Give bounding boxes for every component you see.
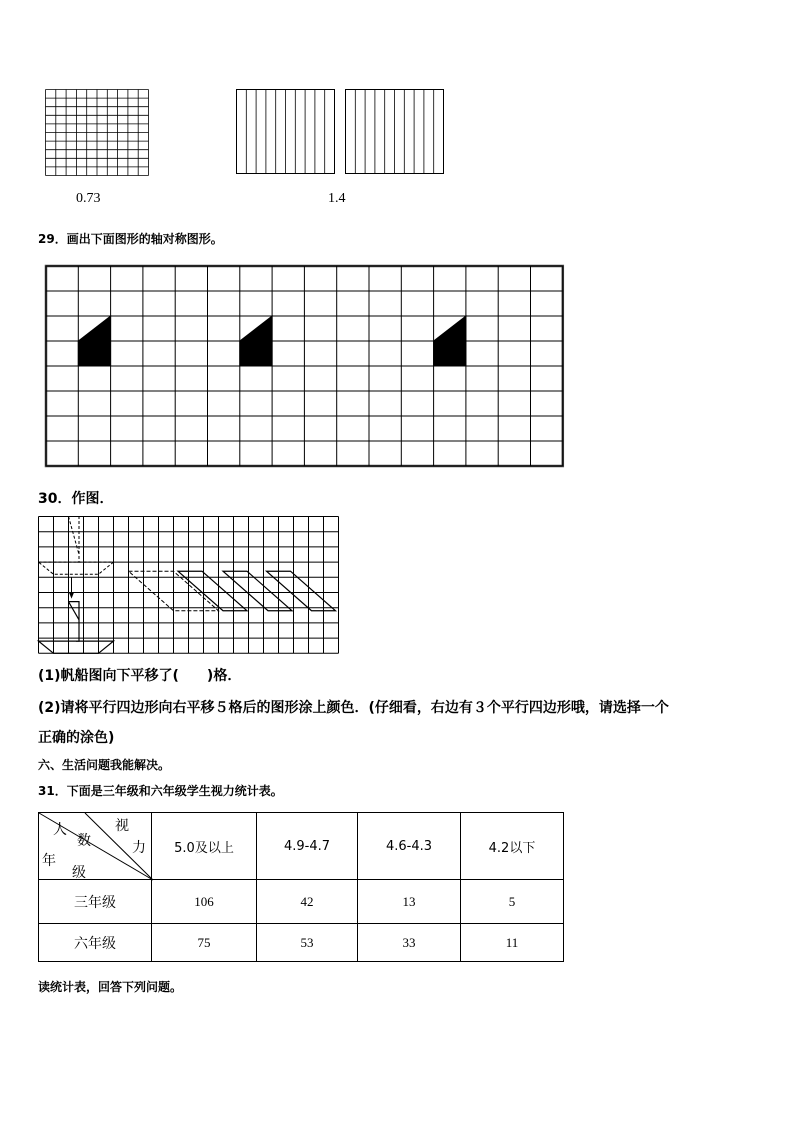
shape-to-reflect (240, 316, 272, 366)
column-header: 4.9-4.7 (257, 813, 358, 880)
grade-cell: 三年级 (39, 880, 152, 924)
header-shu: 数 (77, 833, 91, 849)
tenths-strip-2 (345, 89, 445, 175)
column-header: 4.6-4.3 (358, 813, 461, 880)
translation-grid (38, 516, 340, 654)
q31-prompt: 31．下面是三年级和六年级学生视力统计表。 (38, 784, 283, 798)
header-ji: 级 (72, 865, 86, 881)
arrow-head (69, 593, 74, 599)
q30-title: 30．作图． (38, 491, 114, 507)
header-li: 力 (132, 840, 146, 856)
header-shi: 视 (115, 818, 129, 834)
read-table-prompt: 读统计表，回答下列问题。 (38, 980, 183, 994)
tenths-strip-1 (236, 89, 336, 175)
dashed-sail (69, 517, 80, 555)
table-header-corner (39, 813, 152, 880)
q30-part1: (1)帆船图向下平移了( )格． (38, 668, 242, 684)
decimal-label-a: 0.73 (76, 191, 101, 206)
table-row (39, 924, 564, 962)
q30-part2-line2: 正确的涂色) (38, 730, 115, 746)
dashed-hull (39, 562, 114, 574)
value-cell: 33 (358, 924, 461, 962)
decimal-label-b: 1.4 (328, 191, 346, 206)
solid-hull (39, 641, 114, 653)
grade-cell: 六年级 (39, 924, 152, 962)
symmetry-grid (45, 265, 565, 469)
value-cell: 75 (152, 924, 257, 962)
solid-sail (69, 602, 80, 620)
value-cell: 5 (461, 880, 564, 924)
header-nian: 年 (42, 853, 56, 869)
header-ren: 人 (53, 822, 67, 838)
value-cell: 11 (461, 924, 564, 962)
section-6-heading: 六、生活问题我能解决。 (38, 758, 171, 772)
q30-part2-line1: (2)请将平行四边形向右平移５格后的图形涂上颜色．(仔细看，右边有３个平行四边形哦，请选择一个 (38, 700, 669, 716)
shape-to-reflect (434, 316, 466, 366)
hundred-grid (45, 89, 149, 177)
table-row (39, 880, 564, 924)
value-cell: 42 (257, 880, 358, 924)
shape-to-reflect (78, 316, 110, 366)
value-cell: 53 (257, 924, 358, 962)
value-cell: 13 (358, 880, 461, 924)
column-header: 4.2以下 (461, 813, 564, 880)
column-header: 5.0及以上 (152, 813, 257, 880)
value-cell: 106 (152, 880, 257, 924)
q29-prompt: 29．画出下面图形的轴对称图形。 (38, 232, 223, 246)
vision-table (38, 812, 564, 962)
